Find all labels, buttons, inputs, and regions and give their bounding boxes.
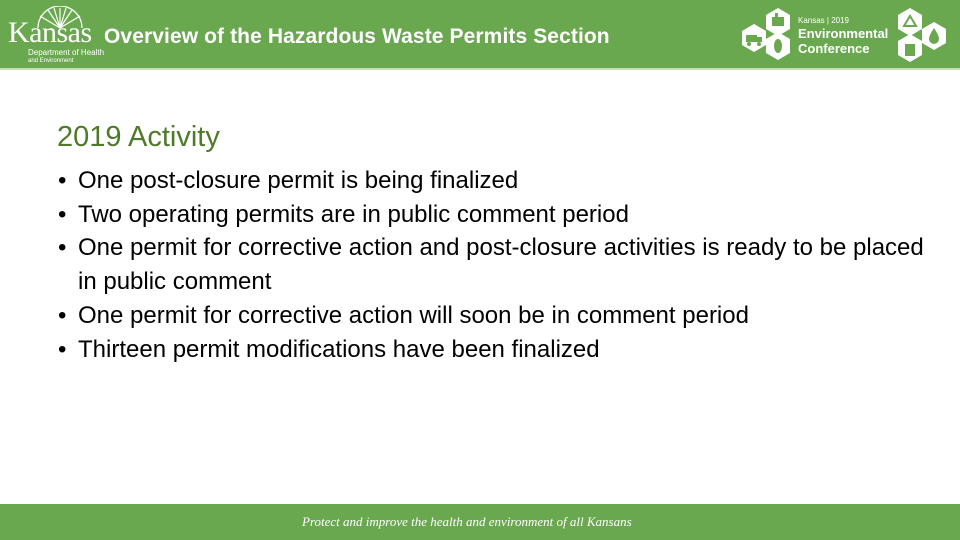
bullet-icon: •	[58, 234, 67, 262]
bullet-icon: •	[58, 200, 67, 228]
bullet-icon: •	[58, 167, 67, 194]
list-item-text: One permit for corrective action and post-closure activities is ready to be placed in public comment	[78, 234, 924, 296]
list-item	[56, 164, 926, 198]
list-item	[56, 231, 926, 298]
footer-tagline: Protect and improve the health and environment of all Kansans	[302, 514, 632, 529]
conference-name-line-2: Conference	[798, 41, 870, 56]
list-item	[56, 299, 926, 333]
footer-bar	[0, 504, 960, 540]
bullet-icon: •	[58, 335, 67, 363]
list-item-text: One permit for corrective action will soon be in comment period	[78, 301, 749, 329]
conference-name-line-1: Environmental	[798, 26, 889, 41]
kdhe-wordmark: Kansas	[8, 16, 92, 49]
conference-year: Kansas | 2019	[798, 16, 850, 25]
kdhe-subline-2: and Environment	[28, 58, 74, 64]
list-item-text: Thirteen permit modifications have been finalized	[78, 335, 600, 363]
list-item	[56, 198, 926, 232]
slide-title: Overview of the Hazardous Waste Permits Section	[104, 25, 610, 48]
leaf-icon	[774, 39, 782, 53]
list-item	[56, 333, 926, 367]
list-item-text: Two operating permits are in public comment period	[78, 200, 629, 228]
section-heading: 2019 Activity	[57, 121, 220, 153]
bullet-list	[56, 164, 926, 366]
kdhe-subline-1: Department of Health	[28, 48, 105, 57]
conference-logo	[742, 6, 954, 62]
header-divider	[0, 68, 960, 70]
bullet-icon: •	[58, 301, 67, 329]
header-bar	[0, 0, 960, 68]
list-item-text: One post-closure permit is being finalized	[78, 167, 519, 194]
kdhe-logo	[8, 6, 105, 64]
